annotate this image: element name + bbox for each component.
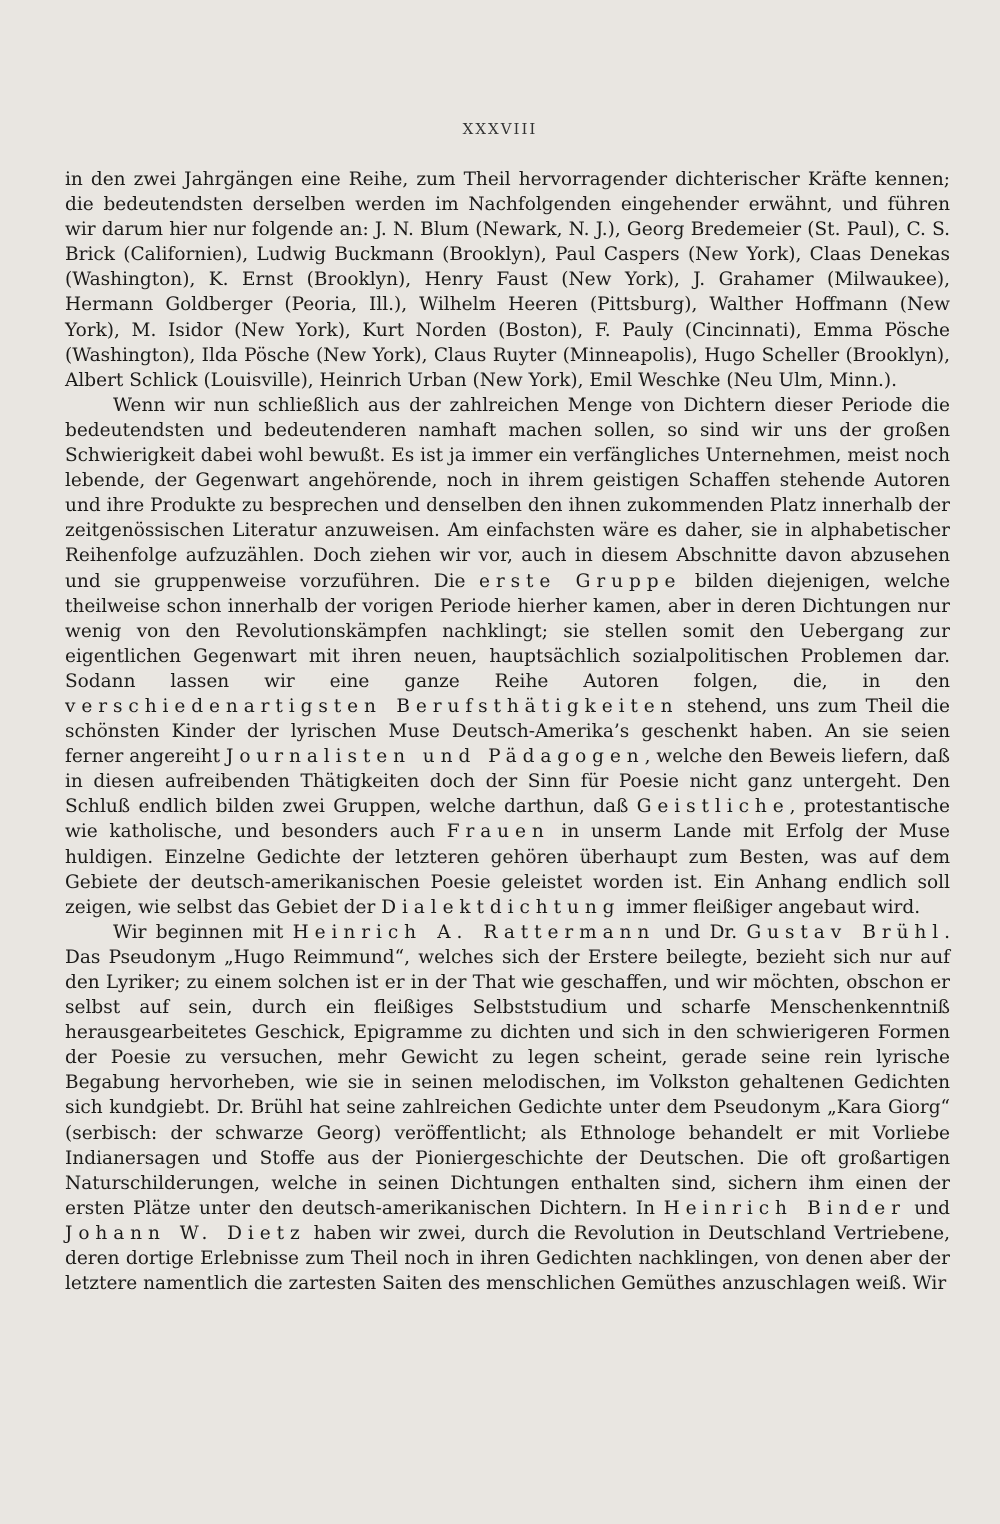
text-run: Wir beginnen mit bbox=[113, 921, 293, 943]
emphasized-name: Journalisten und Pädagogen bbox=[226, 746, 645, 768]
emphasized-name: Heinrich A. Rattermann bbox=[292, 921, 656, 943]
page-number: XXXVIII bbox=[462, 120, 538, 138]
emphasized-name: erste Gruppe bbox=[478, 570, 682, 592]
text-run: , welche den Beweis liefern, daß in diesen aufreibenden Thätigkeiten doch der Sinn für Poesie nicht ganz untergeht. Den Schluß endlich bilden zwei Gruppen, welche darthun, daß bbox=[65, 746, 950, 818]
text-run: in den zwei Jahrgängen eine Reihe, zum Theil hervorragender dichterischer Kräfte kennen; die bedeutendsten derselben werden im Nachfolgenden eingehender erwähnt, und führen wir darum hier nur folgende an: J. N. Blum (Newark, N. J.), Georg Bredemeier (St. Paul), C. S. Brick (Californien), Ludwig Buckmann (Brooklyn), Paul Caspers (New York), Claas Denekas (Washington), K. Ernst (Brooklyn), Henry Faust (New York), J. Grahamer (Milwaukee), Hermann Goldberger (Peoria, Ill.), Wilhelm Heeren (Pittsburg), Walther Hoffmann (New York), M. Isidor (New York), Kurt Norden (Boston), F. Pauly (Cincinnati), Emma Pösche (Washington), Ilda Pösche (New York), Claus Ruyter (Minneapolis), Hugo Scheller (Brooklyn), Albert Schlick (Louisville), Heinrich Urban (New York), Emil Weschke (Neu Ulm, Minn.). bbox=[65, 169, 950, 391]
text-run: stehend, uns zum Theil die schönsten Kinder der lyrischen Muse Deutsch-Amerika’s geschenkt haben. An sie seien ferner angereiht bbox=[65, 695, 950, 768]
paragraph bbox=[65, 920, 950, 1296]
text-run: und bbox=[905, 1197, 950, 1219]
paragraph bbox=[65, 393, 950, 920]
emphasized-name: verschiedenartigsten Berufsthätigkeiten bbox=[65, 695, 679, 717]
text-run: bilden diejenigen, welche theilweise schon innerhalb der vorigen Periode hierher kamen, aber in deren Dichtungen nur wenig von den Revolutionskämpfen nachklingt; sie stellen somit den Uebergang zur eigentlichen Gegenwart mit ihren neuen, hauptsächlich sozialpolitischen Problemen dar. Sodann lassen wir eine ganze Reihe Autoren folgen, die, in den bbox=[65, 570, 951, 692]
emphasized-name: Heinrich Binder bbox=[663, 1197, 906, 1219]
body-text bbox=[65, 167, 950, 1296]
paragraph bbox=[65, 167, 950, 393]
emphasized-name: Gustav Brühl bbox=[746, 921, 945, 943]
text-run: immer fleißiger angebaut wird. bbox=[620, 896, 921, 918]
emphasized-name: Frauen bbox=[446, 821, 550, 843]
emphasized-name: Dialektdichtung bbox=[381, 896, 621, 918]
emphasized-name: Geistliche bbox=[636, 796, 790, 818]
text-run: haben wir zwei, durch die Revolution in Deutschland Vertriebene, deren dortige Erlebnisse zum Theil noch in ihren Gedichten nachklingen, von denen aber der letztere namentlich die zartesten Saiten des menschlichen Gemüthes anzuschlagen weiß. Wir bbox=[65, 1222, 950, 1295]
text-run: , protestantische wie katholische, und besonders auch bbox=[65, 796, 950, 843]
text-run: . Das Pseudonym „Hugo Reimmund“, welches sich der Erstere beilegte, bezieht sich nur auf den Lyriker; zu einem solchen ist er in der That wie geschaffen, und wir möchten, obschon er selbst auf sein, durch ein fleißiges Selbststudium und scharfe Menschenkenntniß herausgearbeitetes Geschick, Epigramme zu dichten und sich in den schwierigeren Formen der Poesie zu versuchen, mehr Gewicht zu legen scheint, gerade seine rein lyrische Begabung hervorheben, wie sie in seinen melodischen, im Volkston gehaltenen Gedichten sich kundgiebt. Dr. Brühl hat seine zahlreichen Gedichte unter dem Pseudonym „Kara Giorg“ (serbisch: der schwarze Georg) veröffentlicht; als Ethnologe behandelt er mit Vorliebe Indianersagen und Stoffe aus der Pioniergeschichte der Deutschen. Die oft großartigen Naturschilderungen, welche in seinen Dichtungen enthalten sind, sichern ihm einen der ersten Plätze unter den deutsch-amerikanischen Dichtern. In bbox=[65, 921, 950, 1219]
text-run: in unserm Lande mit Erfolg der Muse huldigen. Einzelne Gedichte der letzteren gehören überhaupt zum Besten, was auf dem Gebiete der deutsch-amerikanischen Poesie geleistet worden ist. Ein Anhang endlich soll zeigen, wie selbst das Gebiet der bbox=[65, 821, 951, 918]
text-run: Wenn wir nun schließlich aus der zahlreichen Menge von Dichtern dieser Periode die bedeutendsten und bedeutenderen namhaft machen sollen, so sind wir uns der großen Schwierigkeit dabei wohl bewußt. Es ist ja immer ein verfängliches Unternehmen, meist noch lebende, der Gegenwart angehörende, noch in ihrem geistigen Schaffen stehende Autoren und ihre Produkte zu besprechen und denselben den ihnen zukommenden Platz innerhalb der zeitgenössischen Literatur anzuweisen. Am einfachsten wäre es daher, sie in alphabetischer Reihenfolge aufzuzählen. Doch ziehen wir vor, auch in diesem Abschnitte davon abzusehen und sie gruppenweise vorzuführen. Die bbox=[65, 394, 950, 592]
text-run: und Dr. bbox=[655, 921, 747, 943]
emphasized-name: Johann W. Dietz bbox=[65, 1222, 306, 1244]
